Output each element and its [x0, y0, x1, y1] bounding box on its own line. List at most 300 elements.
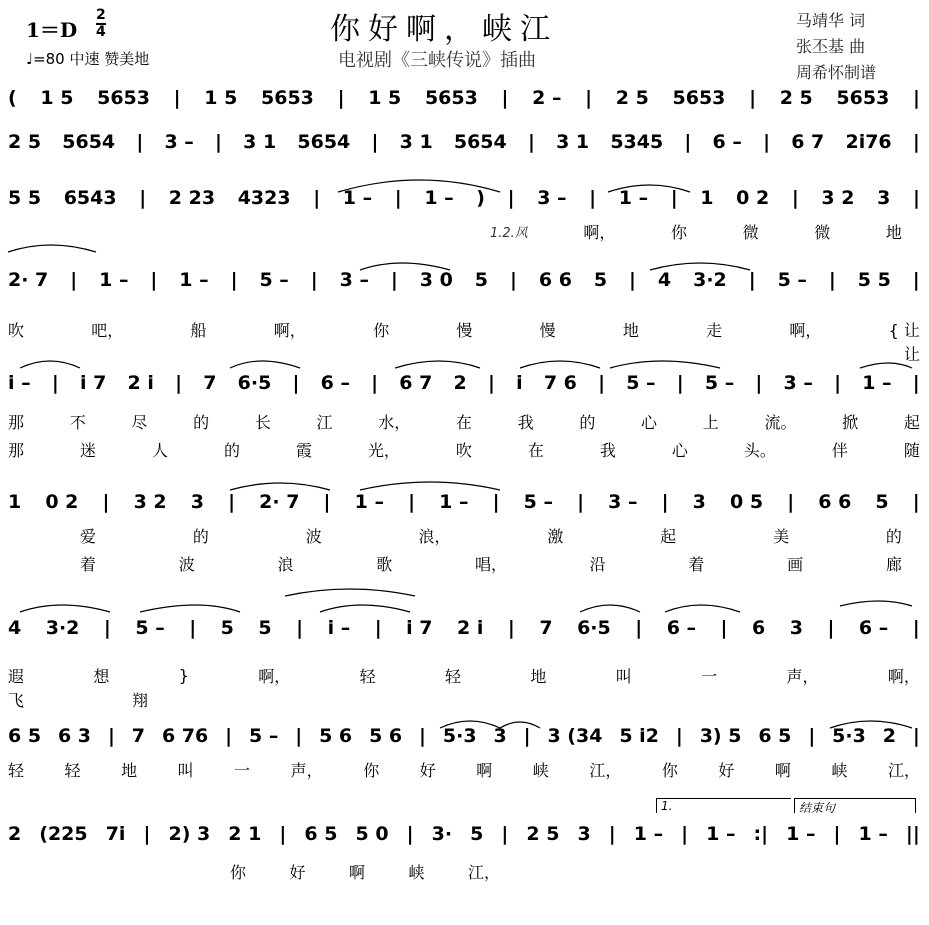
barline: | [523, 725, 531, 747]
note-group: 5653 [424, 87, 478, 109]
lyric-syllable: 飞 [8, 690, 25, 710]
barline: | [107, 725, 115, 747]
lyric-syllable: 地 [885, 222, 902, 242]
lyric-syllable: 微 [742, 222, 759, 242]
note-group: 2 5 [526, 823, 560, 845]
note-group: 6 – [712, 131, 742, 153]
barline: | [720, 617, 728, 639]
barline: | [136, 131, 144, 153]
lyric-syllable: 峡 [831, 760, 848, 780]
lyric-syllable: 美 [773, 526, 790, 546]
lyric-syllable: 着 [688, 554, 705, 574]
note-group: 1 – [424, 187, 454, 209]
note-group: 6 3 [57, 725, 92, 747]
music-line [8, 128, 920, 156]
lyric-syllable: 掀 [842, 412, 859, 432]
note-group: 5 6 [319, 725, 353, 747]
lyric-syllable: 轻 [359, 666, 376, 686]
barline: | [295, 725, 303, 747]
lyric-syllable: 的 [885, 526, 902, 546]
barline: | [374, 617, 382, 639]
note-group: 3 1 [243, 131, 277, 153]
lyric-syllable: 江， [589, 760, 622, 780]
note-group: 6 – [666, 617, 697, 639]
composer-credit: 张丕基 曲 [796, 37, 866, 56]
note-group: 2· 7 [259, 491, 300, 513]
note-group: 3 1 [399, 131, 433, 153]
note-group: 3 [789, 617, 803, 639]
note-group: 2 [882, 725, 896, 747]
lyric-syllable: 激 [547, 526, 564, 546]
barline: | [337, 87, 345, 109]
lyric-line [8, 688, 148, 710]
note-group: 5 5 [857, 269, 891, 291]
barline: | [225, 725, 233, 747]
lyric-syllable: 流。 [764, 412, 797, 432]
barline: || [905, 823, 920, 845]
note-group: 3 – [164, 131, 194, 153]
note-group: 5 – [135, 617, 165, 639]
lyric-syllable: 叫 [615, 666, 632, 686]
lyric-syllable: 画 [787, 554, 804, 574]
note-group: ( [8, 87, 17, 109]
lyric-syllable: 光， [367, 440, 400, 460]
lyric-line [8, 410, 920, 432]
lyric-syllable: 让 [903, 344, 920, 364]
barline: | [763, 131, 771, 153]
note-group: 5 0 [355, 823, 389, 845]
note-group: i 7 [79, 372, 107, 394]
barline: | [313, 187, 321, 209]
lyric-line [8, 318, 920, 340]
barline: | [755, 372, 763, 394]
lyric-syllable: 不 [69, 412, 86, 432]
note-group: 2 – [532, 87, 562, 109]
note-group: 5345 [610, 131, 664, 153]
music-line [8, 488, 920, 516]
note-group: 5653 [672, 87, 726, 109]
note-group: 3 [877, 187, 891, 209]
note-group: 5 – [704, 372, 735, 394]
lyric-syllable: 好 [718, 760, 735, 780]
lyric-syllable: 在 [455, 412, 472, 432]
barline: | [912, 725, 920, 747]
note-group: 6 – [858, 617, 889, 639]
barline: | [527, 131, 535, 153]
note-group: 7i [105, 823, 126, 845]
note-group: 6 6 [818, 491, 852, 513]
barline: | [501, 87, 509, 109]
note-group: 2 [453, 372, 467, 394]
barline: | [70, 269, 78, 291]
barline: | [912, 269, 920, 291]
note-group: 5 6 [369, 725, 403, 747]
lyric-syllable: 地 [530, 666, 547, 686]
lyric-syllable: 轻 [445, 666, 462, 686]
barline: | [487, 372, 495, 394]
lyric-line [8, 438, 920, 460]
note-group: 3 0 [419, 269, 453, 291]
note-group: 5 – [777, 269, 807, 291]
barline: | [681, 823, 689, 845]
lyric-syllable: 啊 [774, 760, 791, 780]
lyric-syllable: 人 [151, 440, 168, 460]
barline: | [808, 725, 816, 747]
time-signature-top: 2 [96, 7, 106, 23]
barline: | [228, 491, 236, 513]
note-group: 5653 [261, 87, 314, 109]
note-group: 5 – [248, 725, 279, 747]
music-line [8, 722, 920, 750]
lyric-syllable: 遐 [8, 666, 25, 686]
lyric-line [230, 860, 500, 882]
note-group: 2 23 [168, 187, 216, 209]
note-group: 6 5 [304, 823, 338, 845]
lyric-syllable: 你 [671, 222, 688, 242]
note-group: i – [327, 617, 351, 639]
note-group: 3 [190, 491, 204, 513]
lyric-syllable: 想 [93, 666, 110, 686]
barline: | [406, 823, 414, 845]
lyric-syllable: 迷 [79, 440, 96, 460]
note-group: 0 2 [45, 491, 79, 513]
lyric-syllable: 地 [622, 320, 639, 340]
note-group: 4 [8, 617, 22, 639]
barline: | [189, 617, 197, 639]
lyric-syllable: 吹 [455, 440, 472, 460]
note-group: 7 6 [543, 372, 577, 394]
music-line [8, 369, 920, 397]
note-group: 5 – [626, 372, 656, 394]
barline: | [675, 725, 683, 747]
lyric-syllable: 江， [467, 862, 500, 882]
barline: | [492, 491, 500, 513]
lyric-syllable: 你 [363, 760, 380, 780]
lyric-syllable: 的 [223, 440, 240, 460]
barline: | [173, 87, 181, 109]
note-group: 5 – [523, 491, 553, 513]
lyric-syllable: 啊 [476, 760, 493, 780]
note-group: 2 i [457, 617, 484, 639]
lyric-syllable: 地 [121, 760, 138, 780]
lyric-syllable: 浪 [277, 554, 294, 574]
lyric-syllable: 走 [706, 320, 723, 340]
note-group: 6 7 [791, 131, 825, 153]
lyric-line [490, 220, 902, 242]
barline: | [912, 491, 920, 513]
barline: | [833, 823, 841, 845]
lyric-line [80, 524, 902, 546]
note-group: 4323 [237, 187, 291, 209]
note-group: 2 [8, 823, 22, 845]
lyric-syllable: 着 [80, 554, 97, 574]
note-group: 1 – [633, 823, 664, 845]
lyric-syllable: 沿 [589, 554, 606, 574]
transcriber-credit: 周希怀制谱 [796, 63, 877, 82]
lyric-syllable: 那 [8, 412, 25, 432]
song-title: 你好啊，峡江 [330, 12, 558, 47]
note-group: 1 – [706, 823, 736, 845]
lyric-syllable: 你 [230, 862, 247, 882]
lyric-syllable: 1.2.风 [490, 225, 528, 241]
lyric-syllable: 峡 [408, 862, 425, 882]
lyric-syllable: 心 [641, 412, 658, 432]
barline: | [912, 187, 920, 209]
barline: | [103, 617, 111, 639]
music-line [8, 614, 920, 642]
barline: | [684, 131, 692, 153]
lyric-syllable: 波 [305, 526, 322, 546]
lyric-syllable: 吧， [91, 320, 124, 340]
lyric-syllable: 你 [373, 320, 390, 340]
note-group: 1 5 [40, 87, 74, 109]
barline: | [670, 187, 678, 209]
note-group: 6 76 [161, 725, 209, 747]
barline: | [310, 269, 318, 291]
barline: | [143, 823, 151, 845]
lyric-line [80, 552, 902, 574]
note-group: 6 7 [399, 372, 433, 394]
note-group: 1 [8, 491, 22, 513]
note-group: 5 – [259, 269, 289, 291]
note-group: 3·2 [45, 617, 80, 639]
barline: | [577, 491, 585, 513]
barline: | [501, 823, 509, 845]
lyric-syllable: 微 [814, 222, 831, 242]
note-group: 3·2 [693, 269, 727, 291]
barline: | [912, 372, 920, 394]
note-group: 1 – [439, 491, 469, 513]
barline: | [912, 131, 920, 153]
time-signature-bottom: 4 [96, 24, 106, 40]
lyric-syllable: 爱 [80, 526, 97, 546]
note-group: 2i76 [845, 131, 892, 153]
lyric-syllable: 啊 [348, 862, 365, 882]
lyric-syllable: 啊， [258, 666, 291, 686]
note-group: 1 – [618, 187, 649, 209]
barline: | [150, 269, 158, 291]
barline: | [279, 823, 287, 845]
note-group: 2 5 [8, 131, 42, 153]
lyric-syllable: 峡 [532, 760, 549, 780]
barline: | [51, 372, 59, 394]
note-group: 3 2 [821, 187, 855, 209]
barline: | [507, 187, 515, 209]
barline: | [598, 372, 606, 394]
note-group: 5 [474, 269, 489, 291]
note-group: 2 5 [615, 87, 649, 109]
lyric-syllable: 廊 [885, 554, 902, 574]
note-group: 1 – [179, 269, 209, 291]
note-group: 3 – [537, 187, 567, 209]
note-group: 4 [657, 269, 672, 291]
note-group: 5 [220, 617, 234, 639]
lyric-syllable: 我 [517, 412, 534, 432]
note-group: 5 i2 [619, 725, 659, 747]
barline: | [585, 87, 593, 109]
note-group: 7 [131, 725, 146, 747]
music-line [8, 266, 920, 294]
lyric-syllable: 好 [289, 862, 306, 882]
lyric-syllable: 起 [903, 412, 920, 432]
note-group: 1 [700, 187, 714, 209]
note-group: 5654 [297, 131, 351, 153]
barline: | [408, 491, 416, 513]
barline: | [296, 617, 304, 639]
lyric-syllable: 尽 [131, 412, 148, 432]
barline: | [676, 372, 684, 394]
lyric-syllable: 轻 [64, 760, 81, 780]
note-group: 3 – [339, 269, 369, 291]
barline: | [635, 617, 643, 639]
song-subtitle: 电视剧《三峡传说》插曲 [338, 50, 536, 71]
key-signature: 1＝D [26, 18, 78, 42]
lyric-syllable: 江， [887, 760, 920, 780]
note-group: 6 6 [538, 269, 572, 291]
lyric-syllable: 头。 [743, 440, 776, 460]
lyric-syllable: 啊， [887, 666, 920, 686]
barline: | [175, 372, 183, 394]
note-group: 2 5 [779, 87, 813, 109]
lyric-syllable: 那 [8, 440, 25, 460]
tempo-marking: ♩=80 中速 赞美地 [26, 50, 150, 68]
note-group: i – [8, 372, 31, 394]
barline: | [912, 617, 920, 639]
lyric-syllable: 声， [290, 760, 323, 780]
lyric-syllable: 江 [316, 412, 333, 432]
music-line [8, 820, 920, 848]
lyric-syllable: 叫 [177, 760, 194, 780]
barline: | [912, 87, 920, 109]
note-group: 3 – [608, 491, 638, 513]
barline: | [608, 823, 616, 845]
note-group: 2· 7 [8, 269, 49, 291]
note-group: 3 [577, 823, 591, 845]
barline: | [791, 187, 799, 209]
lyric-syllable: 歌 [376, 554, 393, 574]
barline: :| [753, 823, 769, 845]
barline: | [230, 269, 238, 291]
barline: | [589, 187, 597, 209]
lyric-syllable: 波 [178, 554, 195, 574]
note-group: 0 5 [730, 491, 764, 513]
barline: | [139, 187, 147, 209]
lyric-syllable: 声， [786, 666, 819, 686]
barline: | [507, 617, 515, 639]
barline: | [834, 372, 842, 394]
note-group: 6 [752, 617, 766, 639]
lyric-syllable: 的 [192, 526, 209, 546]
lyric-syllable: 一 [234, 760, 251, 780]
lyric-syllable: 船 [190, 320, 207, 340]
note-group: 3) 5 [699, 725, 742, 747]
note-group: 3 – [783, 372, 813, 394]
note-group: ) [476, 187, 485, 209]
note-group: 1 – [342, 187, 373, 209]
note-group: 5·3 [442, 725, 477, 747]
note-group: 1 – [786, 823, 816, 845]
note-group: 5 [258, 617, 272, 639]
barline: | [509, 269, 517, 291]
barline: | [102, 491, 110, 513]
barline: | [292, 372, 300, 394]
barline: | [390, 269, 398, 291]
note-group: 0 2 [736, 187, 770, 209]
note-group: 1 – [354, 491, 384, 513]
lyric-line [8, 342, 920, 364]
lyric-line [8, 758, 920, 780]
lyric-syllable: 你 [661, 760, 678, 780]
note-group: 1 5 [368, 87, 402, 109]
note-group: 3 (34 [547, 725, 603, 747]
lyric-syllable: 翔 [131, 690, 148, 710]
final-ending-label: 结束句 [794, 798, 916, 813]
lyric-syllable: 随 [903, 440, 920, 460]
lyric-syllable: 的 [193, 412, 210, 432]
note-group: 5654 [62, 131, 116, 153]
lyric-syllable: 浪， [418, 526, 451, 546]
note-group: 1 – [862, 372, 892, 394]
barline: | [371, 372, 379, 394]
lyric-line [8, 664, 920, 686]
note-group: 5 [875, 491, 889, 513]
music-line [8, 184, 920, 212]
note-group: 2 1 [228, 823, 262, 845]
lyric-syllable: 心 [671, 440, 688, 460]
note-group: 6 – [320, 372, 350, 394]
first-ending-label: 1. [656, 798, 791, 813]
lyric-syllable: 水， [378, 412, 411, 432]
note-group: 6 5 [8, 725, 42, 747]
lyric-syllable: 啊， [273, 320, 306, 340]
note-group: 7 [539, 617, 553, 639]
barline: | [661, 491, 669, 513]
barline: | [371, 131, 379, 153]
note-group: 3 [493, 725, 507, 747]
note-group: 5 [593, 269, 608, 291]
note-group: 5653 [97, 87, 150, 109]
barline: | [394, 187, 402, 209]
note-group: 6543 [63, 187, 117, 209]
lyric-syllable: 的 [579, 412, 596, 432]
note-group: 6 5 [758, 725, 792, 747]
note-group: i 7 [406, 617, 433, 639]
lyric-syllable: 轻 [8, 760, 25, 780]
lyric-syllable: 吹 [8, 320, 25, 340]
music-line [8, 84, 920, 112]
lyric-syllable: 我 [599, 440, 616, 460]
note-group: 2) 3 [168, 823, 211, 845]
barline: | [215, 131, 222, 153]
note-group: 5 [470, 823, 484, 845]
lyric-syllable: 好 [419, 760, 436, 780]
time-signature [96, 8, 106, 40]
barline: | [749, 87, 757, 109]
barline: | [828, 269, 836, 291]
lyricist-credit: 马靖华 词 [796, 11, 866, 30]
lyric-syllable: 长 [254, 412, 271, 432]
note-group: 6·5 [577, 617, 611, 639]
note-group: 5653 [836, 87, 890, 109]
lyric-syllable: 伴 [831, 440, 848, 460]
barline: | [323, 491, 331, 513]
note-group: 2 i [127, 372, 154, 394]
lyric-syllable: 啊， [583, 222, 616, 242]
lyric-syllable: 起 [660, 526, 677, 546]
barline: | [419, 725, 426, 747]
note-group: 5654 [453, 131, 507, 153]
note-group: 5·3 [832, 725, 866, 747]
